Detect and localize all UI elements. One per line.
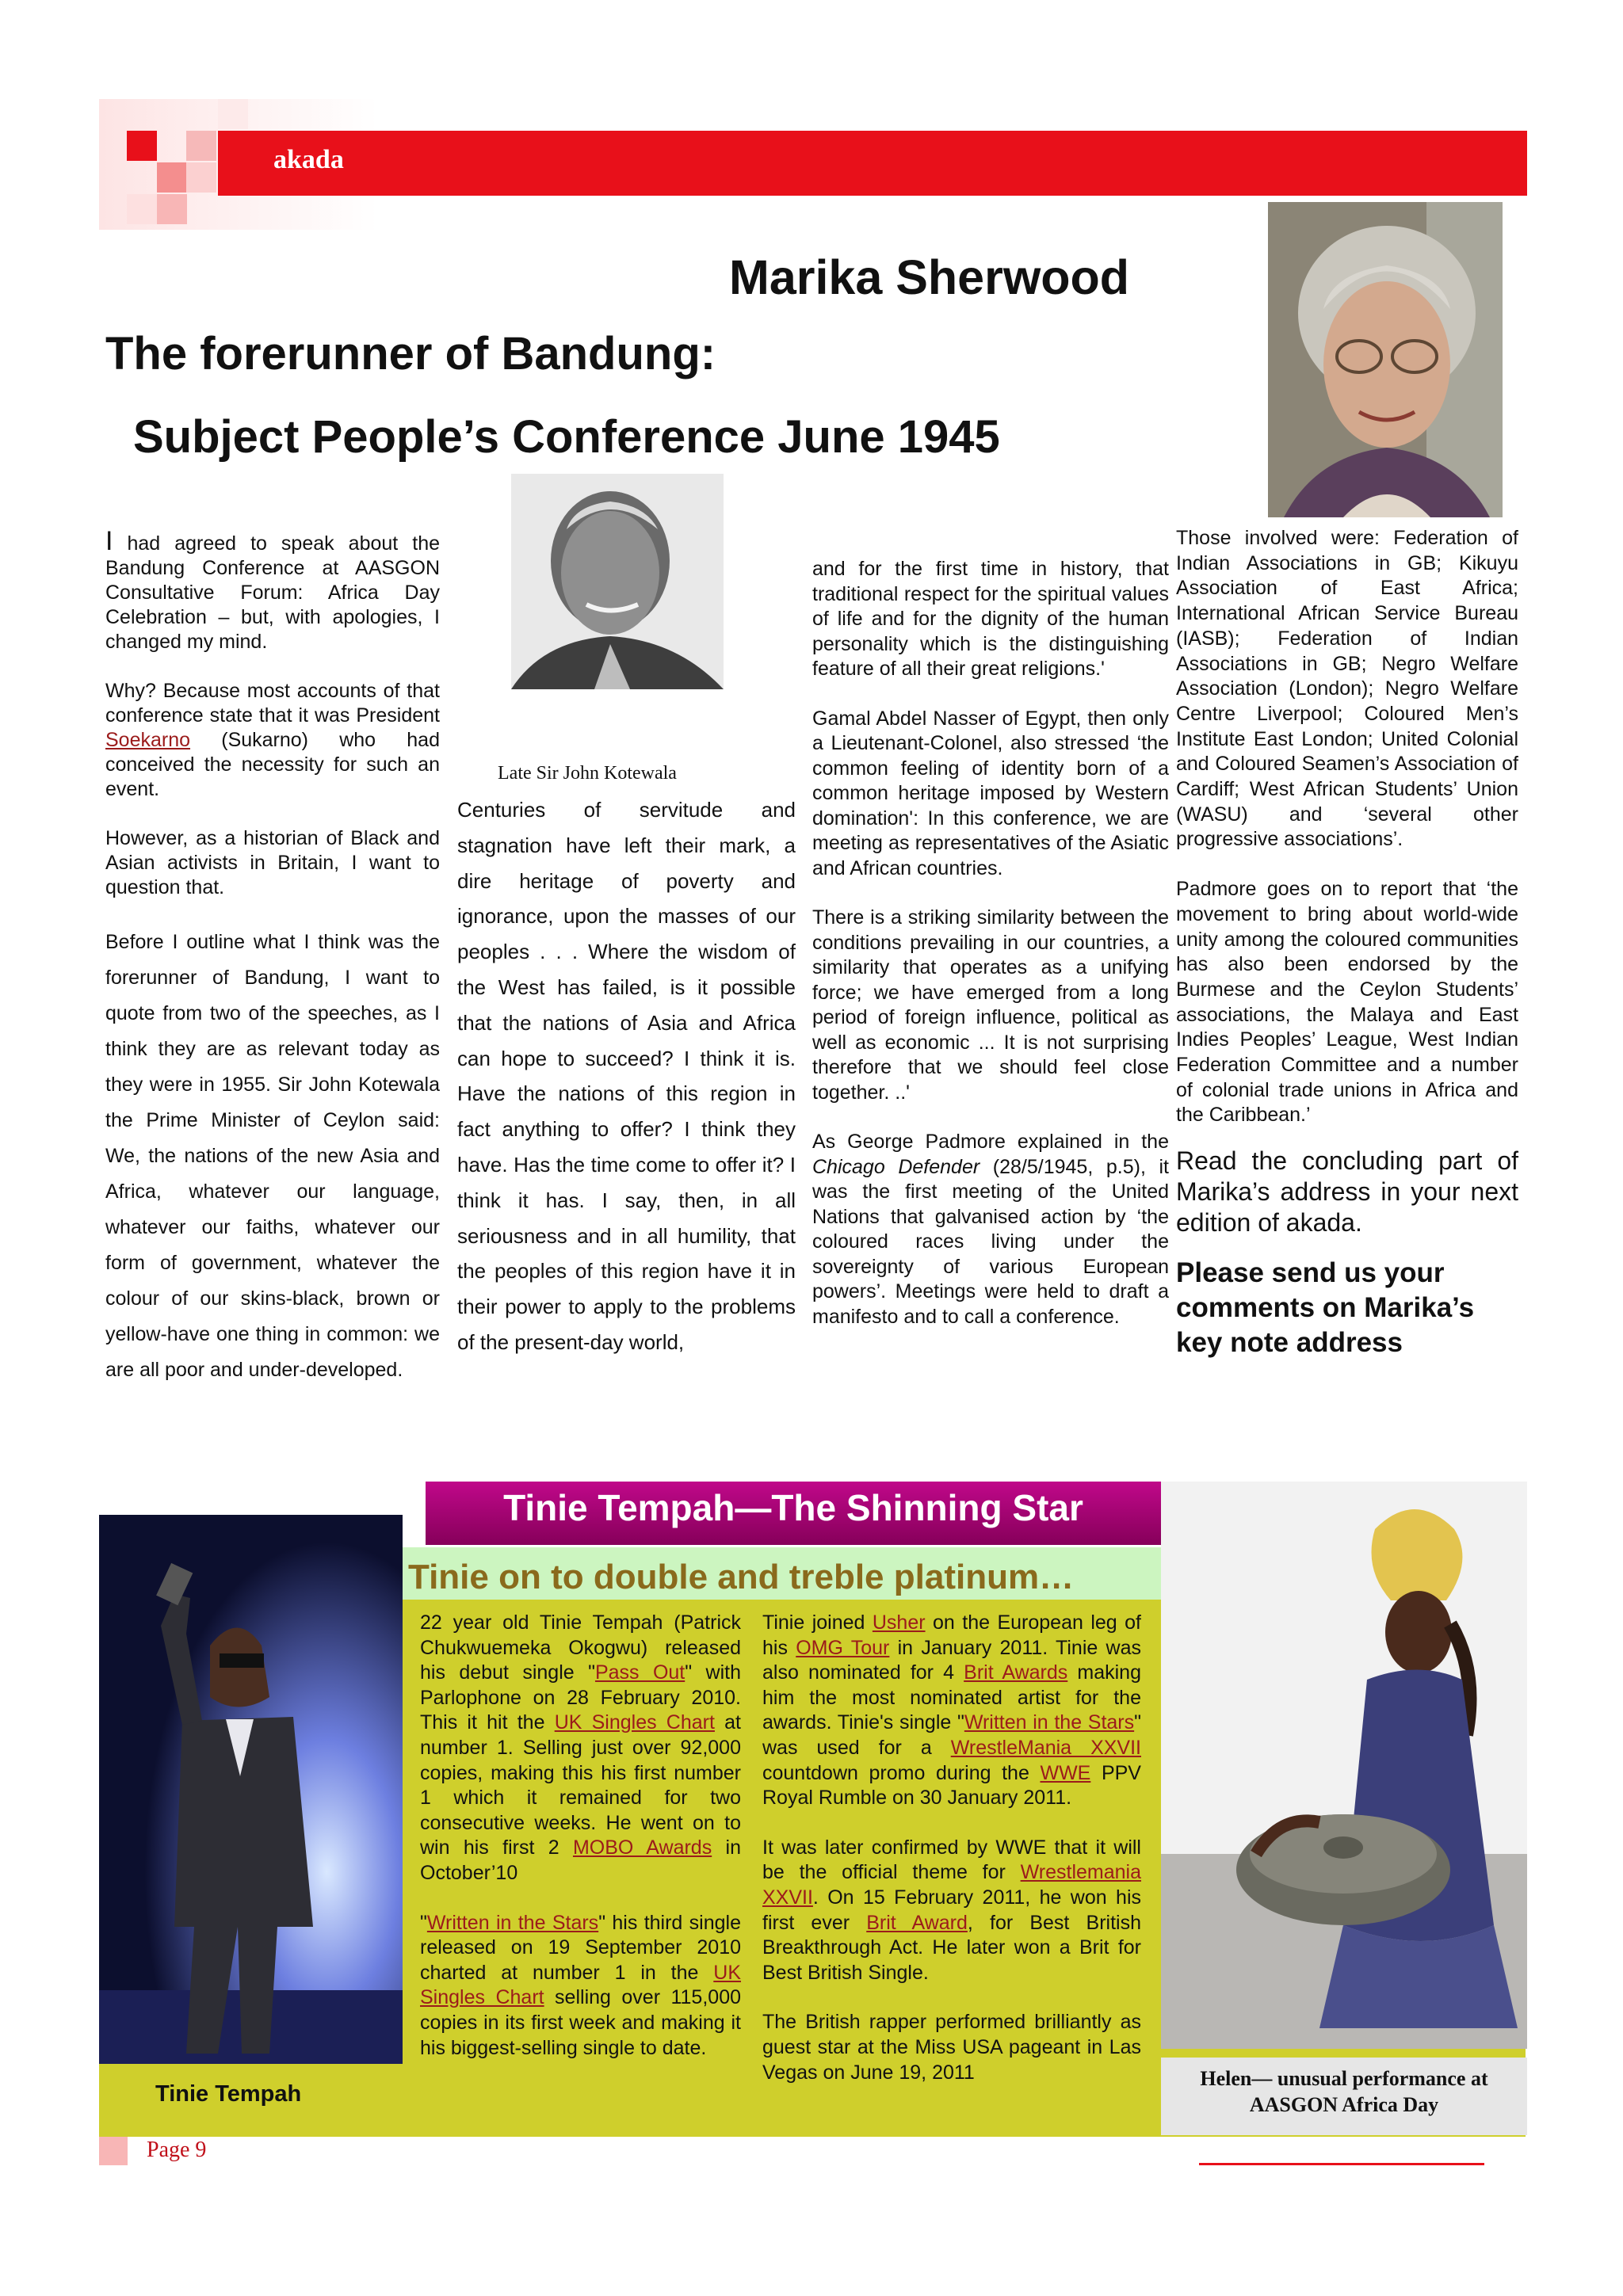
col3-paragraph-3: There is a striking similarity between the conditions prevailing in our countries, a similarity that operates as a unifying force; we have emerged from a long period of foreign influence, political as well as economic ... It is not surprising therefore that we should feel close together. ..': [812, 906, 1169, 1104]
wwe-link[interactable]: WWE: [1040, 1761, 1091, 1784]
article-column-2: Centuries of servitude and stagnation have left their mark, a dire heritage of poverty and ignorance, upon the masses of our peoples . . . Where the wisdom of the West has failed, is it possible that the nations of Asia and Africa can hope to succeed? I think it is. Have the nations of this region in fact anything to offer? I think they have. Has the time come to offer it? I think it has. I say, then, in all seriousness and in all humility, that the peoples of this region have it in their power to apply to the problems of the present-day world,: [457, 798, 796, 1354]
col3-paragraph-4: As George Padmore explained in the Chicago Defender (28/5/1945, p.5), it was the first meeting of the United Nations that galvanised action by ‘the coloured races living under the sovereignty of various European powers’. Meetings were held to draft a manifesto and to call a conference.: [812, 1131, 1169, 1328]
col4-paragraph-1: Those involved were: Federation of Indian Associations in GB; Kikuyu Association of East Africa; International African Service Bureau (IASB); Federation of Indian Associations in GB; Negro Welfare Association (London); Negro Welfare Centre Liverpool; Coloured Men’s Institute East London; United Colonial and Coloured Seamen’s Association of Cardiff; West African Students’ Union (WASU) and ‘several other progressive associations’.: [1176, 527, 1518, 851]
feature-b-paragraph-2: It was later confirmed by WWE that it will be the official theme for Wrestlemania XXVII. On 15 February 2011, he won his first ever Brit Award, for Best British Breakthrough Act. He later won a Brit for Best British Single.: [762, 1836, 1141, 1984]
col1-paragraph-4: Before I outline what I think was the forerunner of Bandung, I want to quote from two of the speeches, as I think they are as relevant today as they were in 1955. Sir John Kotewala the Prime Minister of Ceylon said: We, the nations of the new Asia and Africa, whatever our language, whatever our faiths, whatever our form of government, whatever the colour of our skins-black, brown or yellow-have one thing in common: we are all poor and under-developed.: [105, 931, 440, 1381]
wrestlemania-link[interactable]: WrestleMania XXVII: [950, 1736, 1141, 1759]
wrestlemania-link-2[interactable]: Wrestlemania XXVII: [762, 1861, 1141, 1909]
feature-column-a: [388, 1611, 741, 2061]
page-number: Page 9: [147, 2138, 207, 2162]
col1-paragraph-1: I had agreed to speak about the Bandung Conference at AASGON Consultative Forum: Africa Day Celebration – but, with apologies, I changed my mind.: [105, 526, 440, 653]
brit-award-link[interactable]: Brit Award: [866, 1911, 968, 1934]
footer-rule: [1199, 2163, 1484, 2165]
author-name: Marika Sherwood: [729, 250, 1130, 304]
kotewala-caption: Late Sir John Kotewala: [498, 763, 677, 784]
usher-link[interactable]: Usher: [872, 1611, 926, 1634]
concluding-note: Read the concluding part of Marika’s address in your next edition of akada.: [1176, 1146, 1518, 1238]
header-bar: [218, 131, 1527, 196]
col3-paragraph-2: Gamal Abdel Nasser of Egypt, then only a Lieutenant-Colonel, also stressed ‘the common feeling of identity born of a common heritage imposed by Western domination': In this conference, we are meeting as representatives of the Asiatic and African countries.: [812, 707, 1169, 879]
article-title-line2: Subject People’s Conference June 1945: [133, 411, 1000, 463]
helen-photo: [1161, 1482, 1527, 2049]
helen-caption: Helen— unusual performance at AASGON Africa Day: [1200, 2067, 1488, 2116]
written-in-the-stars-link-2[interactable]: Written in the Stars: [964, 1711, 1135, 1734]
uk-singles-chart-link[interactable]: UK Singles Chart: [554, 1711, 715, 1734]
feature-a-paragraph-1: 22 year old Tinie Tempah (Patrick Chukwuemeka Okogwu) released his debut single "Pass Out" with Parlophone on 28 February 2010. This it hit the UK Singles Chart at number 1. Selling just over 92,000 copies, making this his first number 1 which it remained for two consecutive weeks. He went on to win his first 2 MOBO Awards in October’10: [420, 1611, 742, 1884]
article-column-3: [812, 557, 1169, 1329]
col1-paragraph-3: However, as a historian of Black and Asian activists in Britain, I want to question that.: [105, 827, 440, 898]
feature-b-paragraph-1: Tinie joined Usher on the European leg of his OMG Tour in January 2011. Tinie was also nominated for 4 Brit Awards making him the most nominated artist for the awards. Tinie's single "Written in the Stars" was used for a WrestleMania XXVII countdown promo during the WWE PPV Royal Rumble on 30 January 2011.: [762, 1611, 1142, 1810]
omg-tour-link[interactable]: OMG Tour: [796, 1636, 890, 1659]
footer-square: [99, 2137, 128, 2165]
mobo-awards-link[interactable]: MOBO Awards: [572, 1836, 712, 1859]
written-in-the-stars-link[interactable]: Written in the Stars: [426, 1911, 599, 1934]
header-label: akada: [273, 145, 344, 174]
soekarno-link[interactable]: Soekarno: [105, 729, 191, 751]
article-title-line1: The forerunner of Bandung:: [105, 328, 716, 379]
brit-awards-link[interactable]: Brit Awards: [964, 1661, 1068, 1684]
col3-paragraph-1: and for the first time in history, that traditional respect for the spiritual values of life and for the dignity of the human personality which is the distinguishing feature of all their great religions.': [812, 558, 1169, 680]
feature-banner-title: Tinie Tempah—The Shinning Star: [503, 1487, 1083, 1528]
feature-b-paragraph-3: The British rapper performed brilliantly as guest star at the Miss USA pageant in Las Vegas on June 19, 2011: [762, 2011, 1141, 2084]
col1-paragraph-2: Why? Because most accounts of that conference state that it was President Soekarno (Sukarno) who had conceived the necessity for such an event.: [105, 680, 440, 800]
drop-cap: I: [105, 526, 113, 556]
pass-out-link[interactable]: Pass Out: [594, 1661, 685, 1684]
feature-column-b: [762, 1611, 1141, 2085]
tinie-caption: Tinie Tempah: [155, 2081, 302, 2107]
col4-paragraph-2: Padmore goes on to report that ‘the movement to bring about world-wide unity among the coloured communities has also been endorsed by the Burmese and the Ceylon Students’ associations, the Malaya and East Indies Peoples’ League, West Indian Federation Committee and a number of colonial trade unions in Africa and the Caribbean.’: [1176, 878, 1518, 1127]
author-photo: [1268, 202, 1503, 517]
uk-singles-chart-link-2[interactable]: UK Singles Chart: [420, 1961, 741, 2009]
feature-subtitle: Tinie on to double and treble platinum…: [408, 1558, 1075, 1596]
article-column-1: [105, 526, 440, 1388]
article-column-4: [1176, 526, 1518, 1360]
feature-a-paragraph-2: "Written in the Stars" his third single released on 19 September 2010 charted at number 1 in the UK Singles Chart selling over 115,000 copies in its first week and making it his biggest-selling single to date.: [420, 1911, 741, 2059]
kotewala-photo: [511, 474, 724, 689]
tinie-tempah-photo: [99, 1515, 403, 2064]
comments-callout: Please send us your comments on Marika’s key note address: [1176, 1257, 1475, 1359]
